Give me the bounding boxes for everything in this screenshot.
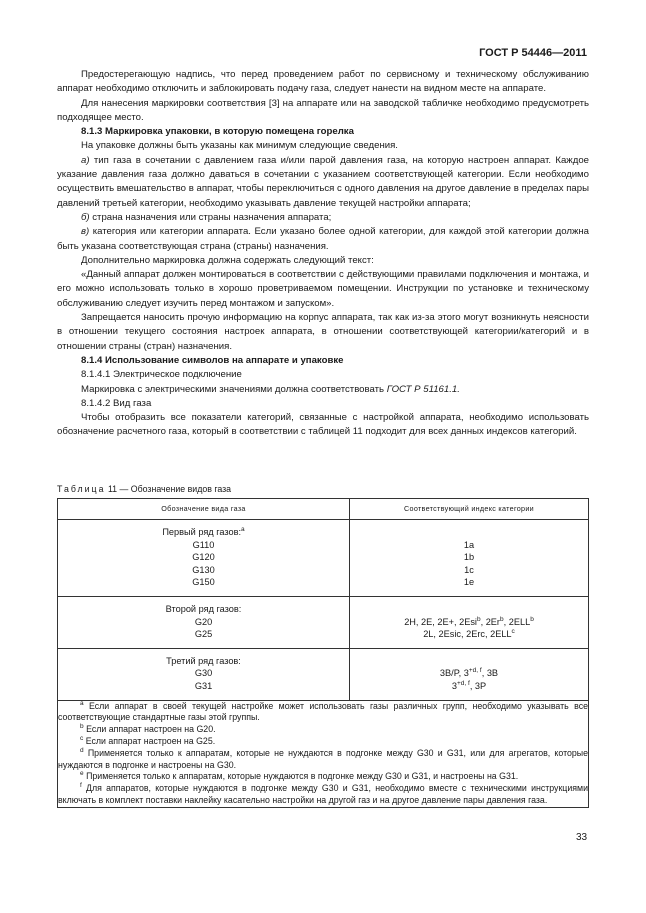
gas-code: G30 xyxy=(194,668,213,679)
list-marker: в) xyxy=(81,226,90,238)
list-text: тип газа в сочетании с давлением газа и/или парой давления газа, на которую настроен аппарат. Каждое указание давления газа должно даваться в сочетании с указанием соответствующей категории. Если необходимо осуществить вмешательство в аппарат, чтобы переключиться с одного давления на другое давление в пределах пары давлений третьей категории, необходимо указывать давление текущей настройки аппарата; xyxy=(57,154,589,209)
list-text: страна назначения или страны назначения аппарата; xyxy=(89,211,332,223)
footnote xyxy=(58,783,588,807)
table-caption xyxy=(57,482,231,496)
list-item-b xyxy=(57,211,589,225)
gas-cell xyxy=(58,596,350,648)
paragraph: Запрещается наносить прочую информацию на корпус аппарата, так как из-за этого могут возникнуть неясности в отношении текущего состояния настроек аппарата, в отношении соответствующей категории/категорий и в отношении страны (стран) назначения. xyxy=(57,312,589,352)
category-index: 1a xyxy=(463,539,475,550)
footnote-mark: b xyxy=(530,615,534,623)
category-index xyxy=(350,628,588,641)
gas-code: G31 xyxy=(194,680,213,691)
list-marker: а) xyxy=(81,154,90,166)
footnote-mark: c xyxy=(80,734,84,742)
table-row xyxy=(58,520,589,597)
paragraph: Предостерегающую надпись, что перед проведением работ по сервисному и техническому обслуживанию аппарат необходимо отключить и заблокировать подачу газа, следует нанести на видном месте на аппарате. xyxy=(57,69,589,95)
category-index xyxy=(350,680,588,693)
section-heading-8-1-4: 8.1.4 Использование символов на аппарате и упаковке xyxy=(81,354,344,366)
list-item-v xyxy=(57,225,589,254)
footnote xyxy=(58,701,588,725)
paragraph: Для нанесения маркировки соответствия [3] на аппарате или на заводской табличке необходимо предусмотреть подходящее место. xyxy=(57,97,589,123)
footnote-text: Применяется только к аппаратам, которые нуждаются в подгонке между G30 и G31, и настроены на G31. xyxy=(83,771,519,782)
category-index xyxy=(350,667,588,680)
footnote-text: Если аппарат в своей текущей настройке может использовать газы различных групп, необходимо указывать все соответствующие стандартные газы этой группы. xyxy=(58,700,588,723)
index-text: 2L, 2Esic, 2Erc, 2ELL xyxy=(423,629,512,640)
group-title: Второй ряд газов: xyxy=(165,603,242,614)
footnote-mark: b xyxy=(500,615,504,623)
table-row xyxy=(58,648,589,700)
table-notes-row xyxy=(58,700,589,807)
category-index: 1e xyxy=(463,577,475,588)
footnote-text: Если аппарат настроен на G20. xyxy=(83,724,216,735)
gas-code: G110 xyxy=(192,539,215,550)
list-marker: б) xyxy=(81,211,90,223)
table-footnotes xyxy=(58,700,589,807)
footnote-mark: +d, f xyxy=(456,679,470,687)
paragraph: На упаковке должны быть указаны как минимум следующие сведения. xyxy=(81,140,398,152)
footnote xyxy=(58,771,588,783)
table-row xyxy=(58,596,589,648)
index-cell xyxy=(350,520,589,597)
footnote xyxy=(58,724,588,736)
standard-reference: ГОСТ Р 51161.1. xyxy=(386,383,460,395)
paragraph xyxy=(57,383,589,397)
column-header-gas: Обозначение вида газа xyxy=(58,499,350,520)
gas-code: G150 xyxy=(192,577,215,588)
index-text: , 2Er xyxy=(480,616,500,627)
footnote-mark: a xyxy=(80,699,84,707)
list-text: категория или категории аппарата. Если указано более одной категории, для каждой этой категории должна быть указана соответствующая страна (страны) назначения. xyxy=(57,226,589,252)
group-title xyxy=(58,526,349,539)
category-index: 1b xyxy=(463,552,475,563)
footnote-mark: a xyxy=(241,526,245,533)
index-text: , 3P xyxy=(469,680,487,691)
gas-cell xyxy=(58,520,350,597)
footnote-mark: c xyxy=(511,628,515,636)
footnote-mark: e xyxy=(80,770,84,778)
subsection-heading-8-1-4-1: 8.1.4.1 Электрическое подключение xyxy=(81,369,242,381)
table-header-row xyxy=(58,499,589,520)
gas-cell xyxy=(58,648,350,700)
page-number: 33 xyxy=(576,832,588,843)
gas-code: G120 xyxy=(192,552,215,563)
index-text: 3 xyxy=(451,680,457,691)
index-cell xyxy=(350,648,589,700)
body-text xyxy=(57,68,589,440)
footnote xyxy=(58,736,588,748)
gas-code: G20 xyxy=(194,616,213,627)
index-text: , 2ELL xyxy=(503,616,531,627)
footnote-mark: f xyxy=(80,782,82,790)
footnote-text: Если аппарат настроен на G25. xyxy=(83,735,216,746)
category-index xyxy=(350,616,588,629)
list-item-a xyxy=(57,154,589,211)
category-index: 1c xyxy=(464,564,474,575)
index-text: 3B/P, 3 xyxy=(439,668,469,679)
gas-types-table xyxy=(57,498,589,808)
footnote-text: Применяется только к аппаратам, которые не нуждаются в подгонке между G30 и G31, или для агрегатов, которые нуждаются в подгонке и настроены на G30. xyxy=(58,747,588,770)
paragraph: Дополнительно маркировка должна содержать следующий текст: xyxy=(81,254,374,266)
table-caption-text: 11 — Обозначение видов газа xyxy=(105,484,232,494)
quoted-text: «Данный аппарат должен монтироваться в соответствии с действующими правилами подключения и монтажа, и его можно использовать только в хорошо проветриваемом помещении. Инструкции по установке и техническому обслуживанию следует изучить перед монтажом и запуском». xyxy=(57,269,589,309)
group-title-text: Первый ряд газов: xyxy=(162,527,242,537)
footnote-mark: +d, f xyxy=(468,667,482,675)
footnote xyxy=(58,748,588,772)
subsection-heading-8-1-4-2: 8.1.4.2 Вид газа xyxy=(81,397,152,409)
index-text: 2H, 2E, 2E+, 2Esi xyxy=(404,616,477,627)
table-caption-word: Таблица xyxy=(57,484,106,494)
footnote-mark: b xyxy=(80,723,84,731)
paragraph: Чтобы отобразить все показатели категорий, связанные с настройкой аппарата, необходимо использовать обозначение расчетного газа, который в соответствии с таблицей 11 подходит для всех данных индексов категорий. xyxy=(57,412,589,438)
footnote-mark: d xyxy=(80,746,84,754)
footnote-mark: b xyxy=(476,615,481,623)
document-code: ГОСТ Р 54446—2011 xyxy=(479,47,587,59)
column-header-index: Соответствующий индекс категории xyxy=(350,499,589,520)
footnote-text: Для аппаратов, которые нуждаются в подгонке между G30 и G31, необходимо вместе с техническими инструкциями включать в комплект поставки наклейку касательно настройки на другой газ и на другое давление пары давления газа. xyxy=(58,783,588,805)
section-heading-8-1-3: 8.1.3 Маркировка упаковки, в которую помещена горелка xyxy=(81,126,354,138)
paragraph-text: Маркировка с электрическими значениями должна соответствовать xyxy=(81,383,387,395)
gas-code: G25 xyxy=(194,629,213,640)
group-title: Третий ряд газов: xyxy=(166,655,241,666)
gas-code: G130 xyxy=(192,564,215,575)
index-text: , 3B xyxy=(481,668,499,679)
index-cell xyxy=(350,596,589,648)
